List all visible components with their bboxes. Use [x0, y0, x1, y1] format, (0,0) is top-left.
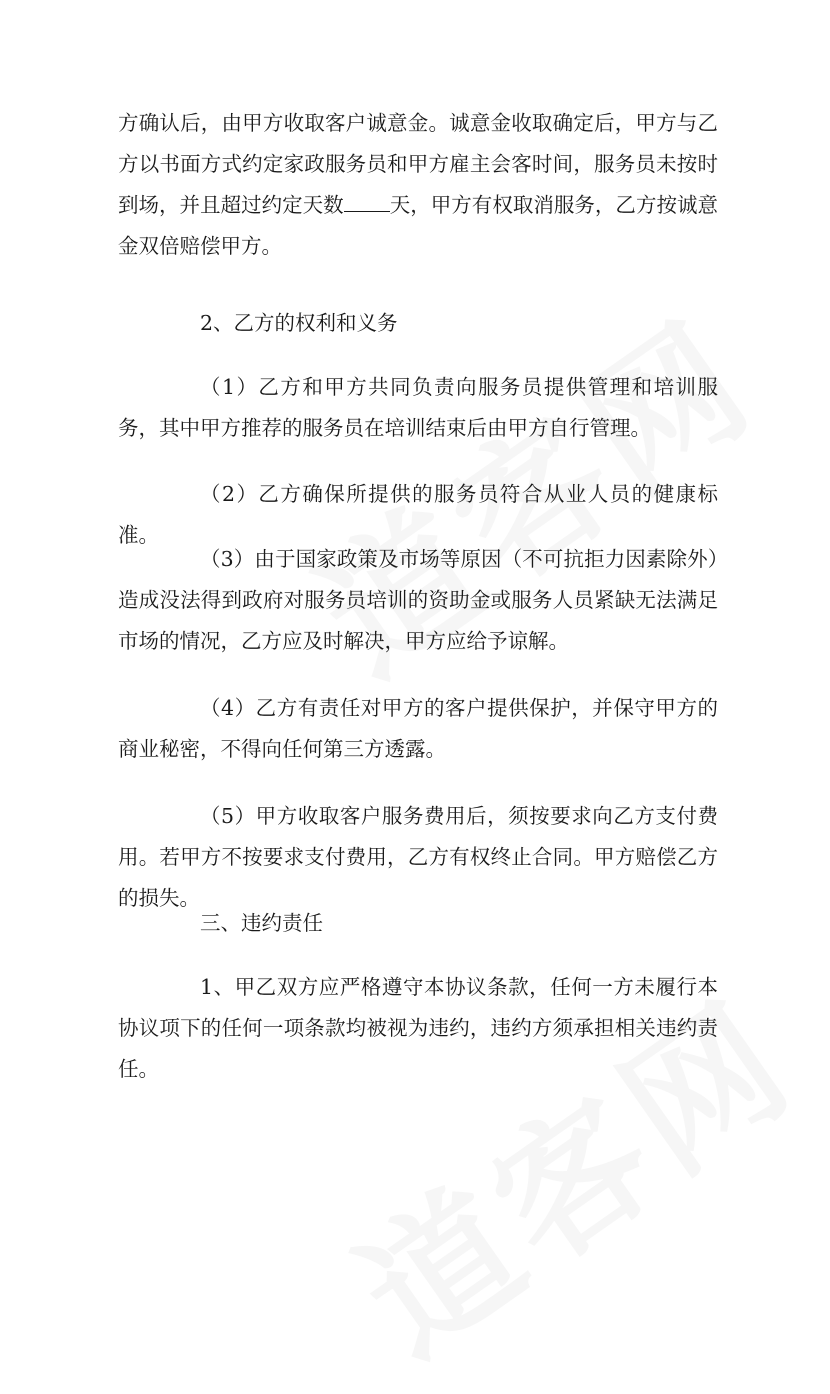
- clause-3: （3）由于国家政策及市场等原因（不可抗拒力因素除外）造成没法得到政府对服务员培训的资助金或服务人员紧缺无法满足市场的情况，乙方应及时解决，甲方应给予谅解。: [118, 547, 718, 653]
- article-1: 1、甲乙双方应严格遵守本协议条款，任何一方未履行本协议项下的任何一项条款均被视为违约，违约方须承担相关违约责任。: [118, 975, 718, 1081]
- paragraph-text-after-blank: 天，甲方有权取消服务，乙方按诚意金双倍赔偿甲方。: [118, 193, 718, 258]
- fill-in-blank: [344, 193, 390, 212]
- heading-party-b-rights: 2、乙方的权利和义务: [200, 311, 398, 335]
- clause-5: （5）甲方收取客户服务费用后，须按要求向乙方支付费用。若甲方不按要求支付费用，乙方有权终止合同。甲方赔偿乙方的损失。: [118, 804, 718, 910]
- paragraph-continued: [118, 103, 718, 267]
- section-heading-breach: 三、违约责任: [200, 911, 323, 935]
- paragraph-text-before-blank: 方确认后，由甲方收取客户诚意金。诚意金收取确定后，甲方与乙方以书面方式约定家政服务员和甲方雇主会客时间，服务员未按时到场，并且超过约定天数: [118, 111, 718, 217]
- clause-2: （2）乙方确保所提供的服务员符合从业人员的健康标准。: [118, 482, 718, 547]
- clause-1: （1）乙方和甲方共同负责向服务员提供管理和培训服务，其中甲方推荐的服务员在培训结束后由甲方自行管理。: [118, 375, 718, 440]
- clause-4: （4）乙方有责任对甲方的客户提供保护，并保守甲方的商业秘密，不得向任何第三方透露。: [118, 696, 718, 761]
